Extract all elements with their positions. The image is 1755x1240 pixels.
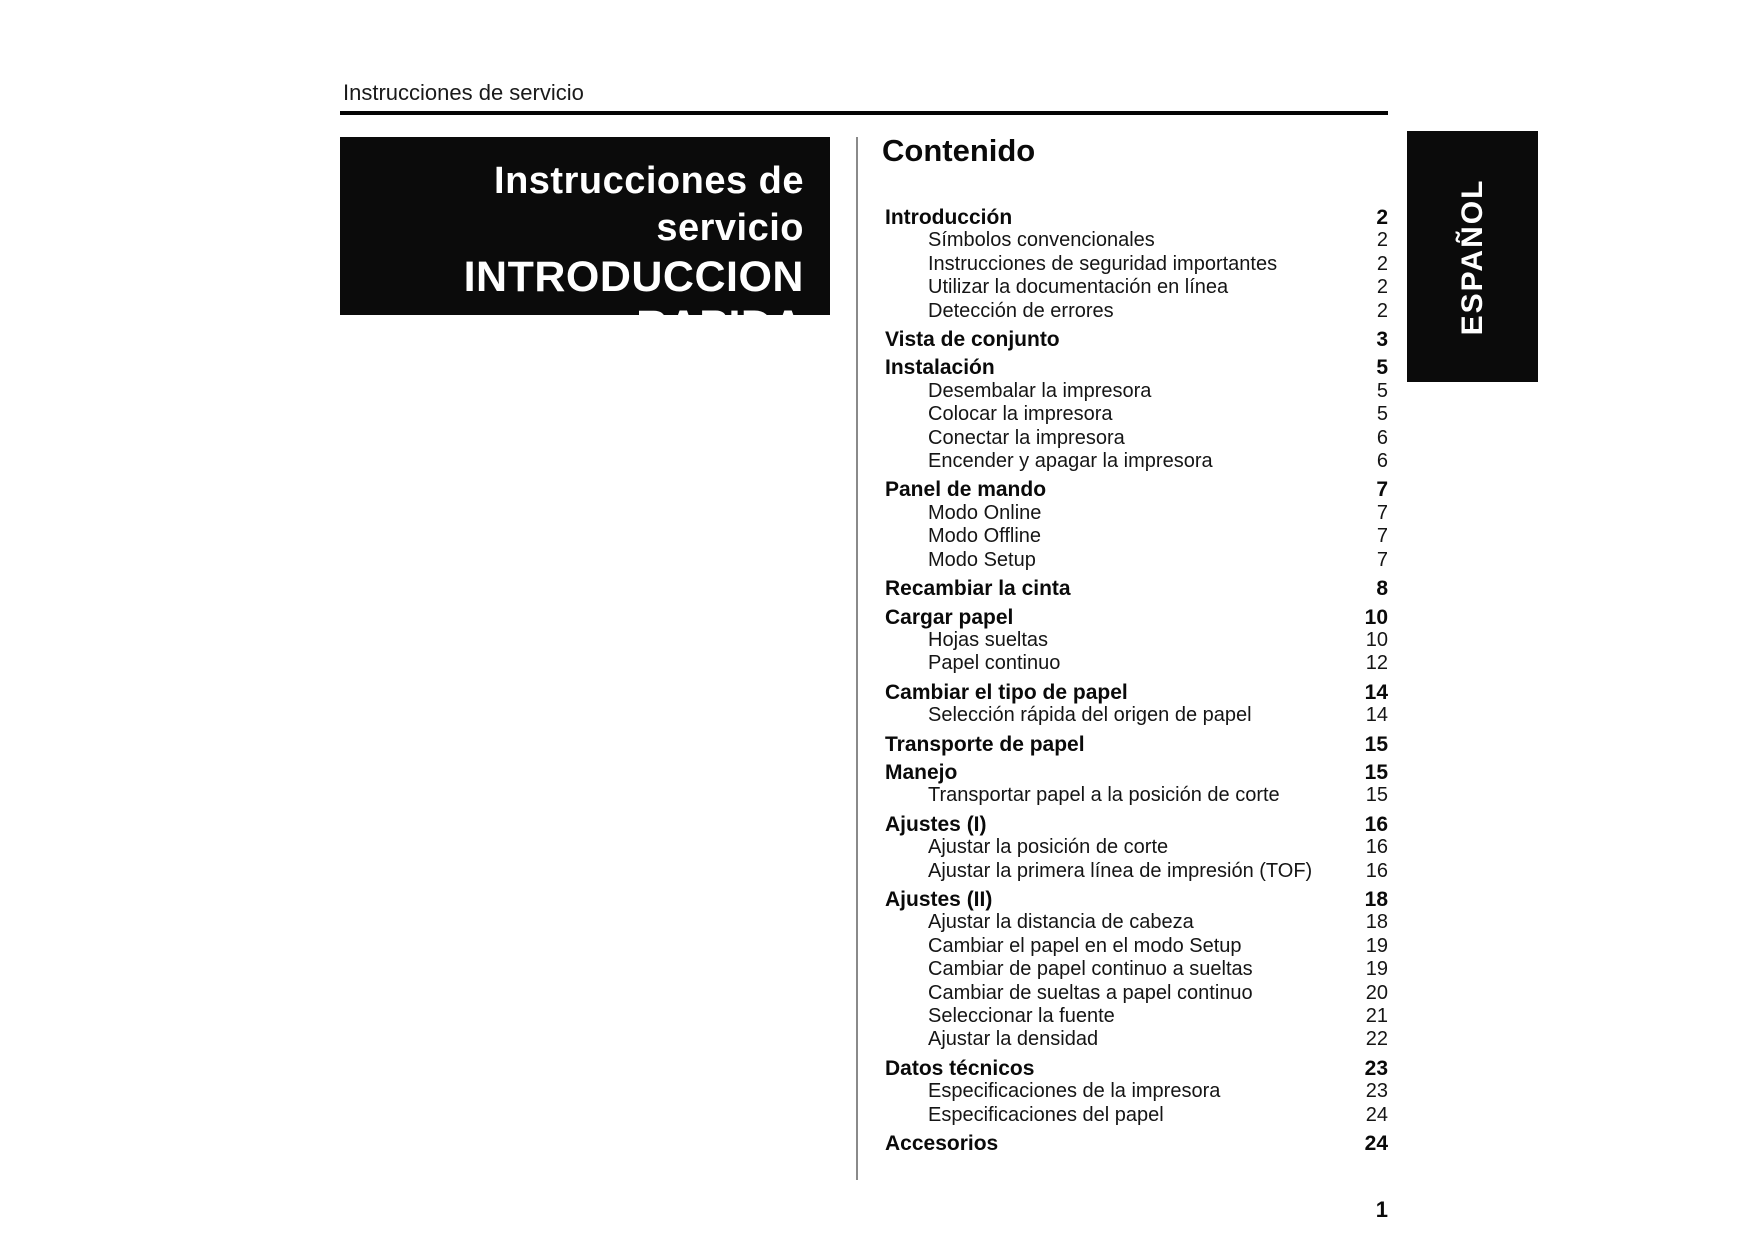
toc-entry-title: Ajustar la densidad — [928, 1028, 1099, 1051]
toc-entry-title: Encender y apagar la impresora — [928, 450, 1213, 473]
toc-entry-page: 2 — [1376, 206, 1388, 229]
toc-entry-page: 16 — [1365, 836, 1388, 859]
toc-entry-page: 14 — [1364, 680, 1388, 704]
toc-row — [885, 606, 1388, 629]
toc-entry-title: Modo Online — [928, 501, 1042, 524]
toc-entry-page: 5 — [1376, 356, 1388, 380]
toc-entry-title: Accesorios — [885, 1132, 999, 1156]
toc-entry-page: 5 — [1376, 379, 1388, 402]
toc-row — [885, 253, 1388, 276]
toc-entry-page: 21 — [1365, 1005, 1388, 1027]
toc-entry-page: 20 — [1365, 981, 1388, 1004]
toc-row — [885, 276, 1388, 299]
language-tab — [1407, 131, 1538, 382]
toc-entry-title: Instrucciones de seguridad importantes — [928, 252, 1278, 275]
toc-row — [885, 206, 1388, 229]
toc-entry-title: Especificaciones de la impresora — [928, 1080, 1221, 1103]
toc-entry-page: 2 — [1376, 299, 1388, 322]
toc-entry-page: 8 — [1376, 577, 1388, 601]
toc-entry-title: Seleccionar la fuente — [928, 1005, 1115, 1027]
toc-row — [885, 380, 1388, 403]
toc-row — [885, 813, 1388, 836]
toc-row — [885, 911, 1388, 934]
toc-entry-page: 16 — [1364, 812, 1388, 836]
column-divider — [856, 137, 858, 1180]
toc-entry-title: Papel continuo — [928, 652, 1061, 675]
language-tab-label: ESPAÑOL — [1455, 178, 1489, 335]
toc-entry-title: Datos técnicos — [885, 1056, 1035, 1080]
toc-entry-page: 15 — [1364, 760, 1388, 784]
toc-entry-title: Modo Offline — [928, 525, 1042, 548]
toc-entry-page: 2 — [1376, 252, 1388, 275]
title-box — [340, 137, 830, 350]
toc-entry-page: 15 — [1365, 784, 1388, 807]
toc-row — [885, 1005, 1388, 1028]
toc-entry-page: 18 — [1365, 911, 1388, 934]
contents-heading: Contenido — [882, 133, 1036, 168]
toc-entry-title: Especificaciones del papel — [928, 1103, 1164, 1126]
toc-row — [885, 784, 1388, 807]
toc-row — [885, 502, 1388, 525]
toc-row — [885, 1057, 1388, 1080]
toc-row — [885, 1132, 1388, 1155]
toc-row — [885, 300, 1388, 323]
toc-entry-title: Recambiar la cinta — [885, 577, 1071, 601]
title-line-1: Instrucciones de servicio — [494, 160, 804, 249]
toc-entry-title: Instalación — [885, 356, 995, 380]
toc-entry-page: 2 — [1376, 276, 1388, 299]
toc-row — [885, 577, 1388, 600]
toc-entry-title: Introducción — [885, 206, 1013, 229]
toc-entry-page: 2 — [1376, 229, 1388, 252]
toc-row — [885, 450, 1388, 473]
toc-row — [885, 403, 1388, 426]
toc-entry-page: 23 — [1365, 1080, 1388, 1103]
toc-entry-title: Vista de conjunto — [885, 328, 1060, 352]
header-rule — [340, 111, 1388, 115]
page-number: 1 — [1375, 1197, 1388, 1222]
toc-entry-title: Conectar la impresora — [928, 426, 1125, 449]
toc-row — [885, 629, 1388, 652]
toc-entry-page: 10 — [1364, 605, 1388, 629]
toc-entry-page: 5 — [1376, 403, 1388, 426]
toc-row — [885, 888, 1388, 911]
toc-entry-page: 12 — [1365, 652, 1388, 675]
toc-row — [885, 704, 1388, 727]
toc-entry-page: 6 — [1376, 450, 1388, 473]
toc-row — [885, 229, 1388, 252]
running-header: Instrucciones de servicio — [343, 80, 584, 105]
toc-entry-title: Transportar papel a la posición de corte — [928, 784, 1280, 807]
toc-entry-title: Desembalar la impresora — [928, 379, 1152, 402]
toc-entry-title: Selección rápida del origen de papel — [928, 704, 1252, 727]
toc-row — [885, 652, 1388, 675]
toc-row — [885, 733, 1388, 756]
toc-entry-title: Detección de errores — [928, 299, 1114, 322]
toc-entry-title: Manejo — [885, 760, 958, 784]
toc-row — [885, 958, 1388, 981]
toc-entry-page: 16 — [1365, 859, 1388, 882]
toc-entry-page: 19 — [1365, 958, 1388, 981]
toc-entry-page: 7 — [1376, 478, 1388, 502]
title-line-2: INTRODUCCION — [463, 253, 804, 301]
toc-entry-page: 7 — [1376, 525, 1388, 548]
toc-entry-title: Ajustes (I) — [885, 812, 987, 836]
toc-row — [885, 328, 1388, 351]
toc-entry-title: Cambiar de papel continuo a sueltas — [928, 958, 1253, 981]
toc-row — [885, 935, 1388, 958]
toc-entry-page: 10 — [1365, 628, 1388, 651]
toc-entry-title: Ajustar la posición de corte — [928, 836, 1169, 859]
toc-entry-page: 14 — [1365, 704, 1388, 727]
toc-entry-title: Símbolos convencionales — [928, 229, 1155, 252]
toc-row — [885, 761, 1388, 784]
toc-entry-title: Utilizar la documentación en línea — [928, 276, 1229, 299]
toc-row — [885, 478, 1388, 501]
toc-entry-title: Cambiar el papel en el modo Setup — [928, 934, 1242, 957]
toc-entry-page: 18 — [1364, 887, 1388, 911]
toc-entry-title: Hojas sueltas — [928, 628, 1049, 651]
toc-entry-page: 24 — [1364, 1132, 1388, 1156]
toc-row — [885, 982, 1388, 1005]
toc-row — [885, 836, 1388, 859]
toc-entry-page: 19 — [1365, 934, 1388, 957]
toc-entry-title: Ajustar la distancia de cabeza — [928, 911, 1194, 934]
toc-entry-title: Cambiar de sueltas a papel continuo — [928, 981, 1253, 1004]
toc-entry-title: Transporte de papel — [885, 732, 1085, 756]
toc-row — [885, 1080, 1388, 1103]
toc-entry-title: Cambiar el tipo de papel — [885, 680, 1128, 704]
toc-entry-page: 24 — [1365, 1103, 1388, 1126]
toc-entry-title: Panel de mando — [885, 478, 1047, 502]
toc-entry-page: 15 — [1364, 732, 1388, 756]
toc-entry-page: 6 — [1376, 426, 1388, 449]
toc-row — [885, 681, 1388, 704]
title-line-3: RAPIDA — [636, 302, 804, 350]
toc-entry-page: 23 — [1364, 1056, 1388, 1080]
toc-row — [885, 525, 1388, 548]
toc-row — [885, 549, 1388, 572]
toc-row — [885, 427, 1388, 450]
toc-row — [885, 860, 1388, 883]
toc-entry-title: Cargar papel — [885, 605, 1014, 629]
toc-entry-page: 3 — [1376, 328, 1388, 352]
toc-entry-page: 7 — [1376, 548, 1388, 571]
toc-row — [885, 356, 1388, 379]
toc-entry-title: Modo Setup — [928, 548, 1036, 571]
toc-row — [885, 1028, 1388, 1051]
toc-entry-title: Ajustes (II) — [885, 887, 993, 911]
toc-row — [885, 1104, 1388, 1127]
toc-list — [885, 206, 1388, 1155]
toc-entry-title: Colocar la impresora — [928, 403, 1113, 426]
toc-entry-page: 7 — [1376, 501, 1388, 524]
toc-entry-page: 22 — [1365, 1028, 1388, 1051]
toc-entry-title: Ajustar la primera línea de impresión (TOF) — [928, 859, 1313, 882]
